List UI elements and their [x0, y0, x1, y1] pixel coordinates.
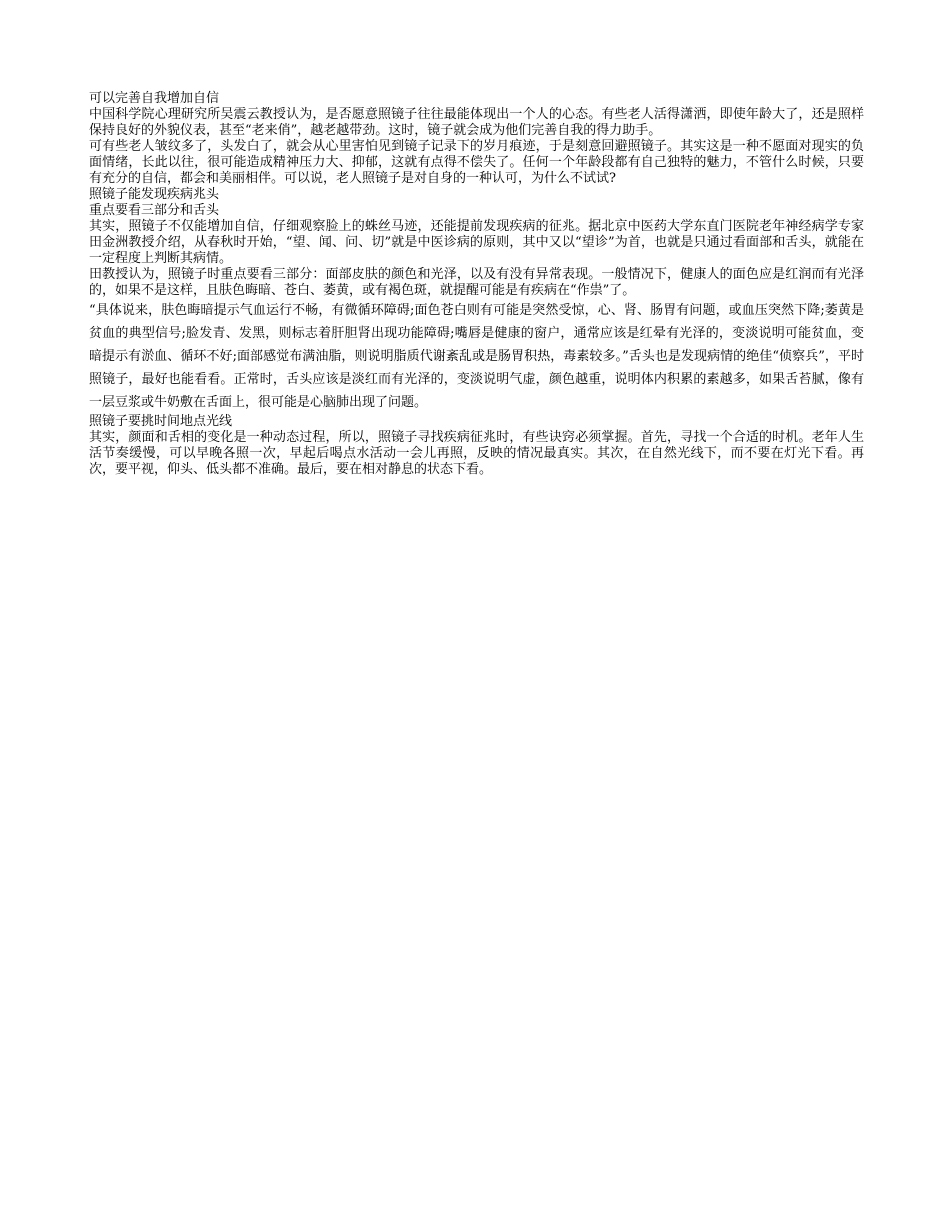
- paragraph-face-color: 田教授认为，照镜子时重点要看三部分：面部皮肤的颜色和光泽，以及有没有异常表现。一般情况下，健康人的面色应是红润而有光泽的，如果不是这样，且肤色晦暗、苍白、萎黄，或有褐色斑，就提醒可能是有疾病在“作祟”了。: [89, 267, 864, 298]
- section-heading-time-light: 照镜子要挑时间地点光线: [89, 414, 233, 429]
- paragraph-avoid-mirror: 可有些老人皱纹多了，头发白了，就会从心里害怕见到镜子记录下的岁月痕迹，于是刻意回避照镜子。其实这是一种不愿面对现实的负面情绪，长此以往，很可能造成精神压力大、抑郁，这就有点得不偿失了。任何一个年龄段都有自己独特的魅力，不管什么时候，只要有充分的自信，都会和美丽相伴。可以说，老人照镜子是对自身的一种认可，为什么不试试?: [89, 139, 864, 186]
- subheading-three-parts-tongue: 重点要看三部分和舌头: [89, 203, 220, 218]
- section-heading-confidence: 可以完善自我增加自信: [89, 91, 220, 106]
- section-heading-disease-signs: 照镜子能发现疾病兆头: [89, 187, 220, 202]
- paragraph-mirror-mindset: 中国科学院心理研究所吴震云教授认为，是否愿意照镜子往往最能体现出一个人的心态。有些老人活得潇洒，即使年龄大了，还是照样保持良好的外貌仪表，甚至“老来俏”，越老越带劲。这时，镜子就会成为他们完善自我的得力助手。: [89, 107, 864, 138]
- paragraph-mirror-tips: 其实，颜面和舌相的变化是一种动态过程，所以，照镜子寻找疾病征兆时，有些诀窍必须掌握。首先，寻找一个合适的时机。老年人生活节奏缓慢，可以早晚各照一次，早起后喝点水活动一会儿再照，反映的情况最真实。其次，在自然光线下，而不要在灯光下看。再次，要平视，仰头、低头都不准确。最后，要在相对静息的状态下看。: [89, 430, 864, 477]
- paragraph-symptom-details: “具体说来，肤色晦暗提示气血运行不畅，有微循环障碍;面色苍白则有可能是突然受惊，心、肾、肠胃有问题，或血压突然下降;萎黄是贫血的典型信号;脸发青、发黑，则标志着肝胆肾出现功能障碍;嘴唇是健康的窗户，通常应该是红晕有光泽的，变淡说明可能贫血，变暗提示有淤血、循环不好;面部感觉布满油脂，则说明脂质代谢紊乱或是肠胃积热，毒素较多。”舌头也是发现病情的绝佳“侦察兵”，平时照镜子，最好也能看看。正常时，舌头应该是淡红而有光泽的，变淡说明气虚，颜色越重，说明体内积累的素越多，如果舌苔腻，像有一层豆浆或牛奶敷在舌面上，很可能是心脑肺出现了问题。: [89, 303, 864, 410]
- paragraph-tcm-diagnosis: 其实，照镜子不仅能增加自信，仔细观察脸上的蛛丝马迹，还能提前发现疾病的征兆。据北京中医药大学东直门医院老年神经病学专家田金洲教授介绍，从春秋时开始，“望、闻、问、切”就是中医诊病的原则，其中又以“望诊”为首，也就是只通过看面部和舌头，就能在一定程度上判断其病情。: [89, 219, 864, 266]
- article-body: [89, 91, 864, 478]
